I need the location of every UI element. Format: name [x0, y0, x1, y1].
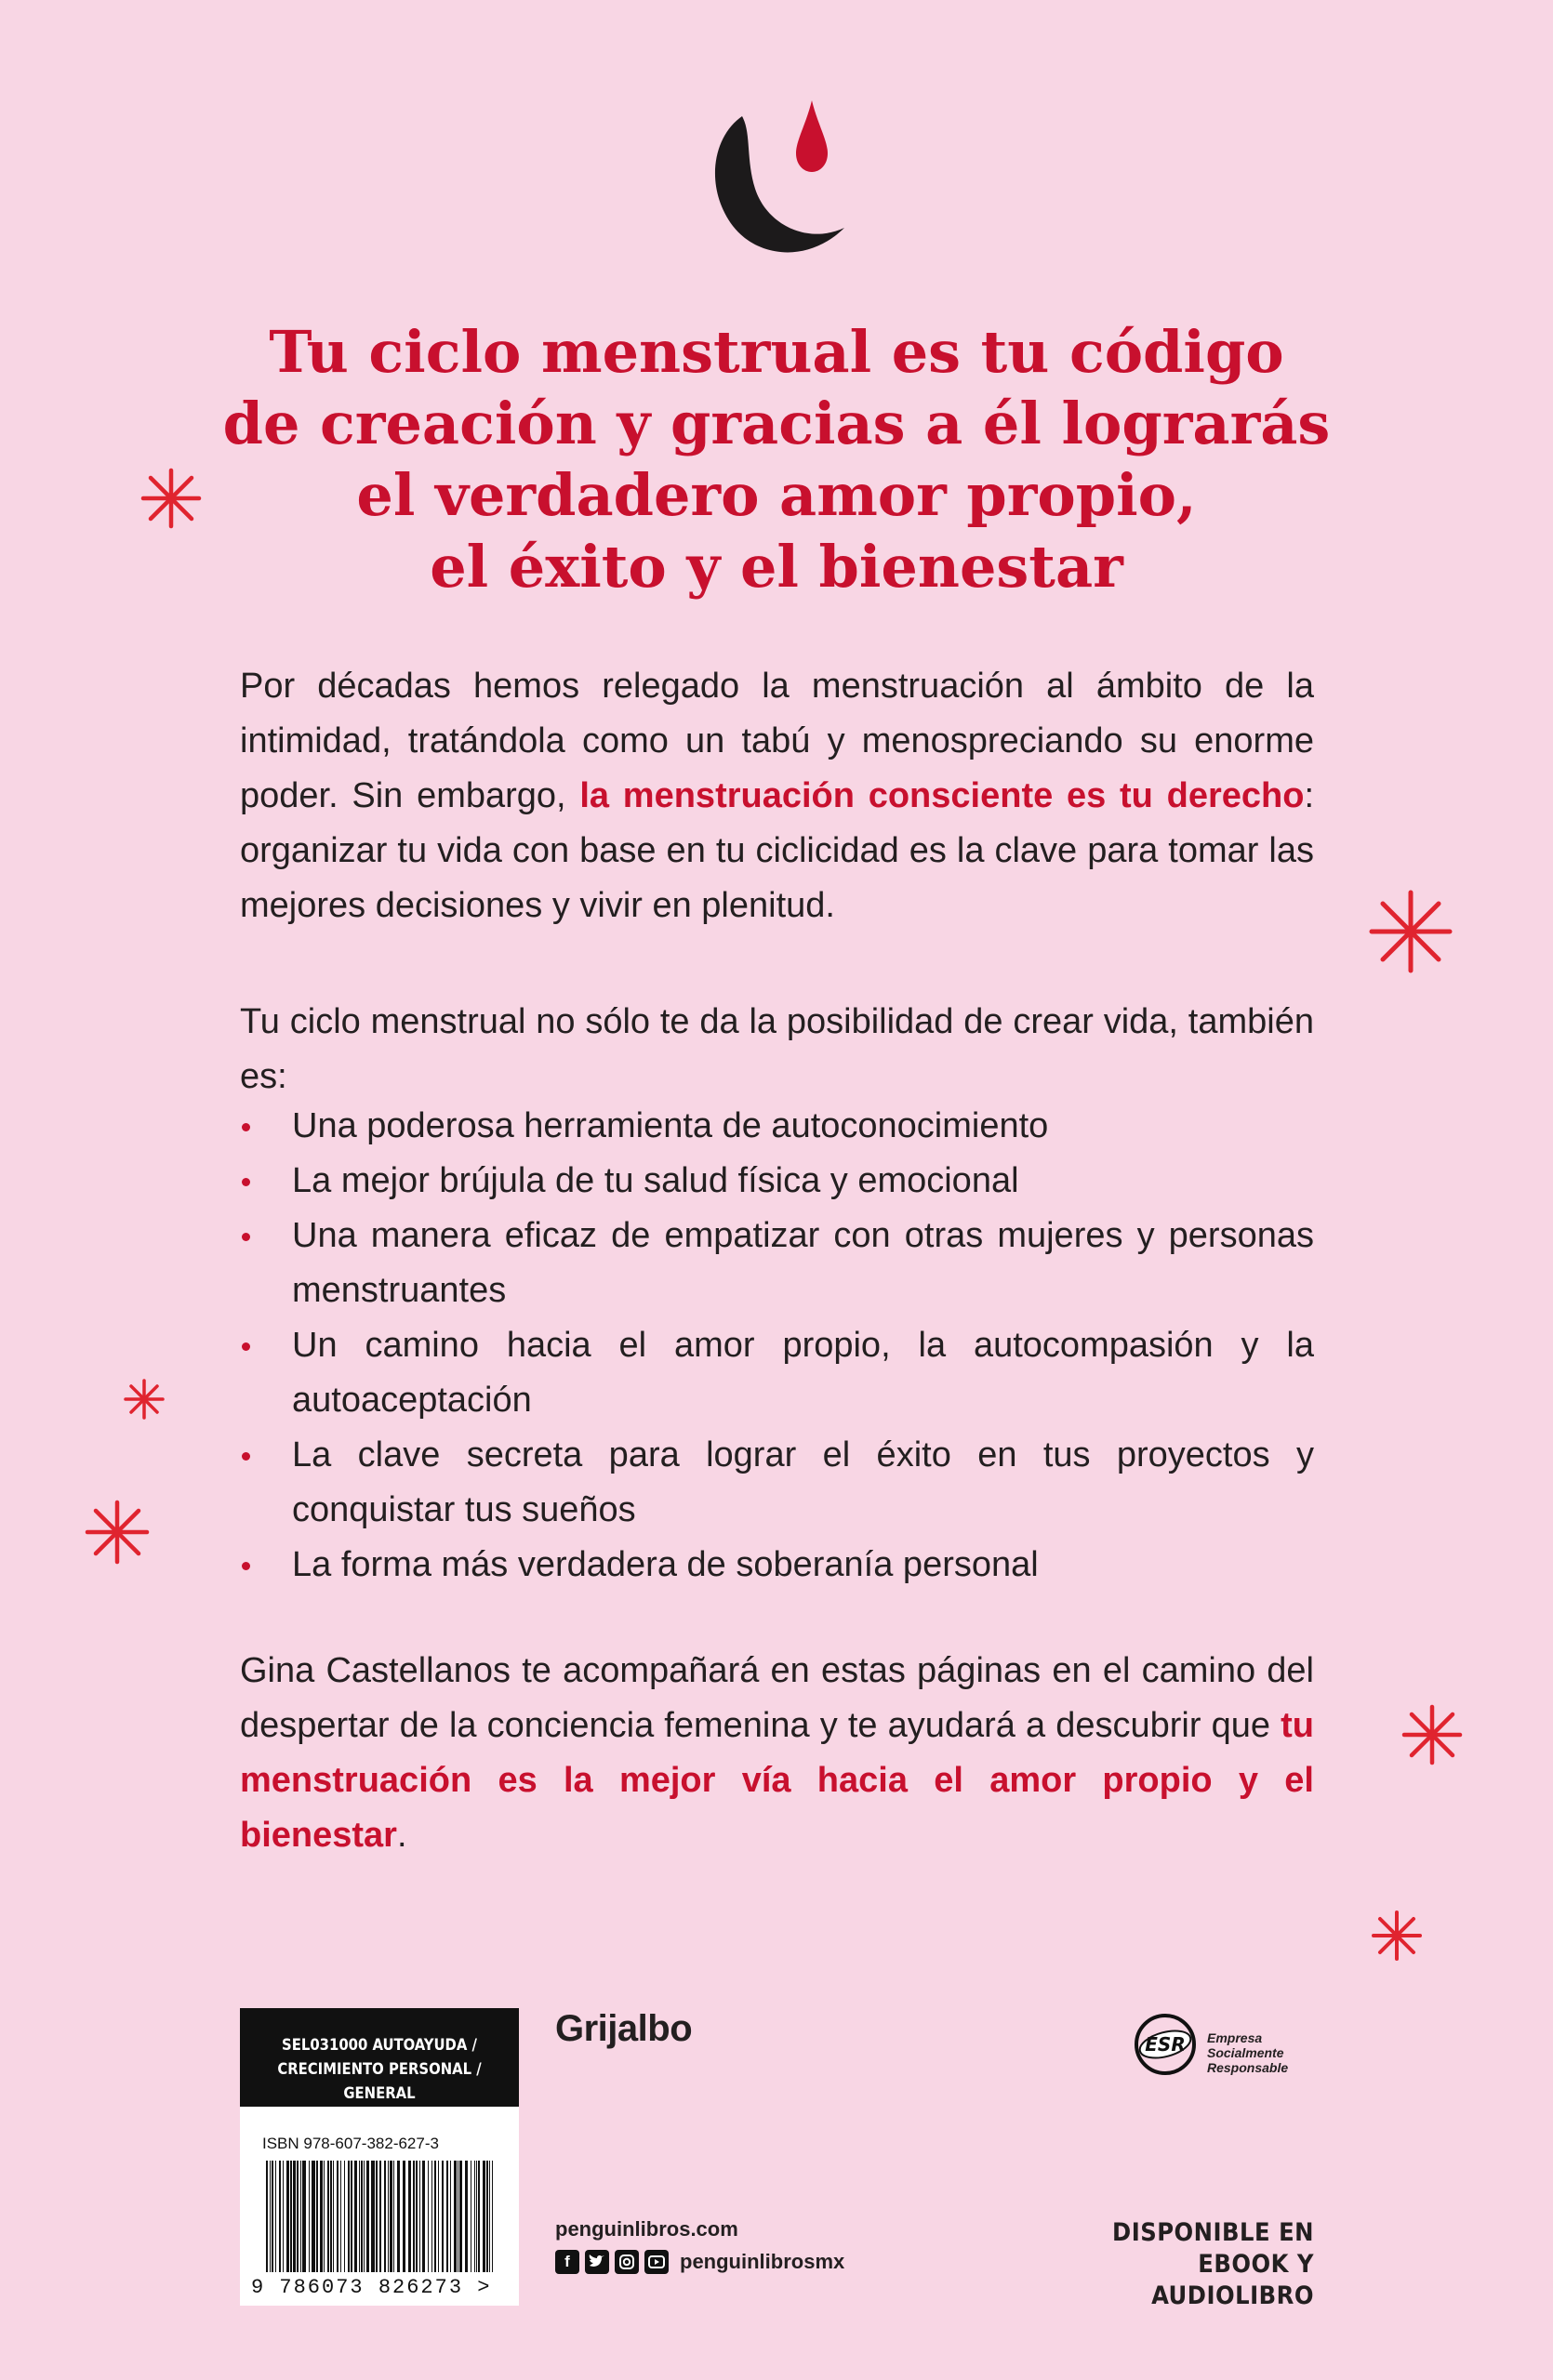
- barcode-bar: [403, 2161, 405, 2272]
- barcode-bar: [290, 2161, 292, 2272]
- barcode-bar: [316, 2161, 318, 2272]
- star-icon: [1369, 1908, 1425, 1964]
- barcode-bar: [413, 2161, 415, 2272]
- barcode-bar: [300, 2161, 301, 2272]
- barcode-bar: [272, 2161, 273, 2272]
- barcode-bar: [337, 2161, 338, 2272]
- barcode-bar: [379, 2161, 381, 2272]
- esr-logo-icon: [1133, 2012, 1198, 2077]
- barcode-bar: [419, 2161, 420, 2272]
- headline-line: el éxito y el bienestar: [430, 533, 1123, 601]
- barcode-bar: [478, 2161, 480, 2272]
- esr-line: Socialmente: [1207, 2045, 1284, 2060]
- barcode-bar: [384, 2161, 386, 2272]
- barcode-bar: [376, 2161, 378, 2272]
- instagram-icon[interactable]: [615, 2250, 639, 2274]
- barcode-bar: [283, 2161, 284, 2272]
- esr-label: [1207, 2030, 1288, 2075]
- barcode-icon: [266, 2161, 498, 2272]
- barcode-bar: [371, 2161, 375, 2272]
- barcode-bar: [476, 2161, 477, 2272]
- barcode-bar: [408, 2161, 411, 2272]
- list-item: Un camino hacia el amor propio, la autocompasión y la autoaceptación: [240, 1318, 1314, 1428]
- barcode-bar: [340, 2161, 341, 2272]
- barcode-bar: [446, 2161, 448, 2272]
- closing-highlight: tu menstruación es la mejor vía hacia el amor propio y el bienestar: [240, 1706, 1314, 1855]
- barcode-bar: [428, 2161, 429, 2272]
- esr-line: Responsable: [1207, 2060, 1289, 2075]
- list-item: Una manera eficaz de empatizar con otras mujeres y personas menstruantes: [240, 1209, 1314, 1318]
- barcode-bar: [492, 2161, 493, 2272]
- star-icon: [82, 1497, 153, 1567]
- isbn-text: ISBN 978-607-382-627-3: [262, 2135, 439, 2152]
- intro-text-end: : organizar tu vida con base en tu ciclicidad es la clave para tomar las mejores decisiones y vivir en plenitud.: [240, 776, 1314, 925]
- barcode-bar: [309, 2161, 310, 2272]
- list-item: Una poderosa herramienta de autoconocimiento: [240, 1099, 1314, 1154]
- list-item: La forma más verdadera de soberanía personal: [240, 1538, 1314, 1593]
- publisher-logo: Grijalbo: [555, 2008, 693, 2049]
- social-handle[interactable]: penguinlibrosmx: [680, 2250, 845, 2273]
- facebook-icon[interactable]: f: [555, 2250, 579, 2274]
- barcode-bar: [465, 2161, 468, 2272]
- category-line: SEL031000 AUTOAYUDA /: [282, 2036, 477, 2054]
- barcode-bar: [279, 2161, 281, 2272]
- availability-line: EBOOK Y AUDIOLIBRO: [1151, 2250, 1314, 2310]
- barcode-bar: [489, 2161, 490, 2272]
- barcode-bar: [351, 2161, 352, 2272]
- barcode-bar: [450, 2161, 451, 2272]
- headline: [149, 316, 1404, 602]
- barcode-bar: [416, 2161, 418, 2272]
- barcode-bar: [366, 2161, 369, 2272]
- benefits-list: [240, 1099, 1314, 1593]
- availability-line: DISPONIBLE EN: [1112, 2218, 1314, 2247]
- star-icon: [138, 465, 205, 532]
- social-row: [555, 2248, 844, 2276]
- intro-text: Por décadas hemos relegado la menstruación al ámbito de la intimidad, tratándola como un tabú y menospreciando su enorme poder. Sin embargo,: [240, 667, 1314, 815]
- barcode-block: [240, 2008, 519, 2306]
- closing-text: Gina Castellanos te acompañará en estas páginas en el camino del despertar de la conciencia femenina y te ayudará a descubrir que: [240, 1651, 1314, 1745]
- barcode-bar: [266, 2161, 268, 2272]
- barcode-bar: [330, 2161, 332, 2272]
- barcode-bar: [474, 2161, 475, 2272]
- star-icon: [1364, 885, 1457, 978]
- twitter-icon[interactable]: [585, 2250, 609, 2274]
- barcode-bar: [293, 2161, 296, 2272]
- barcode-bar: [359, 2161, 360, 2272]
- barcode-bar: [354, 2161, 357, 2272]
- availability-note: [1060, 2217, 1314, 2312]
- barcode-bar: [422, 2161, 425, 2272]
- barcode-bar: [275, 2161, 276, 2272]
- barcode-bar: [312, 2161, 315, 2272]
- barcode-panel: [240, 2107, 519, 2306]
- barcode-bar: [348, 2161, 350, 2272]
- barcode-bar: [324, 2161, 325, 2272]
- intro-paragraph: [240, 659, 1314, 933]
- barcode-bar: [302, 2161, 306, 2272]
- star-icon: [121, 1376, 167, 1422]
- closing-text-end: .: [396, 1816, 407, 1855]
- barcode-bar: [438, 2161, 439, 2272]
- barcode-bar: [431, 2161, 432, 2272]
- barcode-bar: [390, 2161, 392, 2272]
- list-intro: Tu ciclo menstrual no sólo te da la posibilidad de crear vida, también es:: [240, 1002, 1314, 1096]
- youtube-icon[interactable]: [644, 2250, 669, 2274]
- list-item: La mejor brújula de tu salud física y emocional: [240, 1154, 1314, 1209]
- barcode-bar: [344, 2161, 345, 2272]
- barcode-bar: [434, 2161, 436, 2272]
- barcode-bar: [442, 2161, 444, 2272]
- barcode-bar: [364, 2161, 365, 2272]
- headline-line: de creación y gracias a él lograrás: [222, 390, 1331, 457]
- barcode-bar: [454, 2161, 457, 2272]
- barcode-bar: [361, 2161, 363, 2272]
- barcode-bar: [483, 2161, 485, 2272]
- barcode-bar: [327, 2161, 329, 2272]
- list-item: La clave secreta para lograr el éxito en tus proyectos y conquistar tus sueños: [240, 1428, 1314, 1538]
- headline-line: el verdadero amor propio,: [356, 461, 1197, 529]
- barcode-bar: [333, 2161, 334, 2272]
- closing-paragraph: [240, 1644, 1314, 1863]
- barcode-bar: [393, 2161, 394, 2272]
- barcode-bar: [270, 2161, 271, 2272]
- category-line: CRECIMIENTO PERSONAL / GENERAL: [277, 2060, 482, 2102]
- category-label: [240, 2008, 519, 2107]
- headline-line: Tu ciclo menstrual es tu código: [269, 318, 1284, 386]
- star-icon: [1399, 1701, 1466, 1768]
- barcode-bar: [397, 2161, 400, 2272]
- esr-badge-text: ESR: [1145, 2033, 1186, 2056]
- barcode-bar: [459, 2161, 462, 2272]
- barcode-bar: [286, 2161, 289, 2272]
- intro-highlight: la menstruación consciente es tu derecho: [579, 776, 1305, 815]
- barcode-bar: [486, 2161, 488, 2272]
- moon-drop-icon: [707, 96, 902, 263]
- barcode-digits: 9 786073 826273 >: [251, 2276, 492, 2299]
- website-link[interactable]: penguinlibros.com: [555, 2217, 738, 2241]
- barcode-bar: [320, 2161, 323, 2272]
- barcode-bar: [297, 2161, 299, 2272]
- barcode-bar: [388, 2161, 389, 2272]
- esr-line: Empresa: [1207, 2030, 1263, 2045]
